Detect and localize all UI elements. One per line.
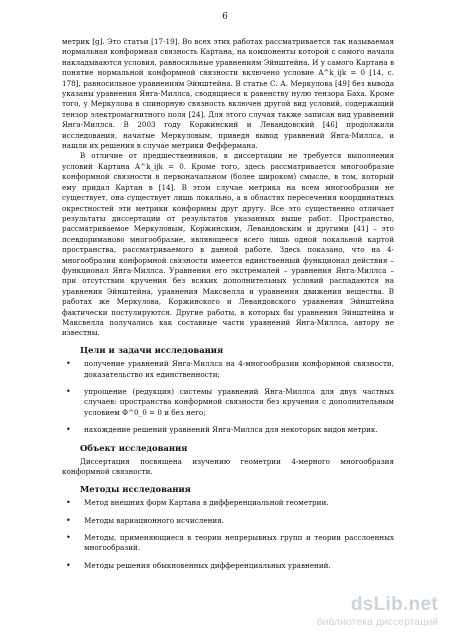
document-body (62, 37, 394, 578)
list-item (62, 516, 394, 526)
bullet-icon: • (66, 387, 71, 396)
list-item (62, 561, 394, 571)
watermark-logo: dsLib.net (350, 594, 438, 615)
list-item (62, 498, 394, 508)
bullet-icon: • (66, 425, 71, 435)
paragraph-differences: В отличие от предшественников, в диссертации не требуется выполнения условий Картана A^k_ijk = 0. Кроме того, здесь рассматривается многообразие конформной связности в первоначальном (более широком) смысле, в том, который ему придал Картан в [14]. В этом случае метрика на всем многообразии не существует, она существует лишь локально, а в областях пересечения координатных окрестностей эти метрики конформны друг другу. Все это существенно отличает результаты диссертации от результатов указанных выше работ. Пространство, рассматриваемое Меркуловым, Коржинским, Левандовским и другими [41] – это псевдориманово многообразие, являющееся всего лишь одной локальной картой пространства, рассматриваемого в данной работе. Здесь показано, что на 4-многообразии конформной связности имеется единственный функционал действия – функционал Янга-Миллса. Уравнения его экстремалей – уравнения Янга-Миллса – при отсутствии кручения без всяких дополнительных условий распадаются на уравнения Эйнштейна, уравнения Максвелла и уравнения движения вещества. В работах же Меркулова, Коржинского и Левандовского уравнения Эйнштейна фактически постулируются. Другие работы, в которых бы уравнения Эйнштейна и Максвелла получались как составные части уравнений Янга-Миллса, автору не известны. (62, 151, 394, 338)
methods-heading: Методы исследования (80, 483, 191, 494)
list-item (62, 533, 394, 554)
method-item-2: Методы вариационного исчисления. (84, 515, 224, 525)
goal-item-3: нахождение решений уравнений Янга-Миллса для некоторых видов метрик. (84, 425, 378, 435)
bullet-icon: • (66, 515, 71, 525)
goal-item-2: упрощение (редукция) системы уравнений Янга-Миллса для двух частных случаев: пространства конформной связности без кручения с дополнительным условием Φ^0_0 = 0 и без него; (84, 387, 394, 417)
object-heading: Объект исследования (80, 442, 188, 453)
list-item (62, 425, 394, 435)
dslib-watermark (288, 594, 438, 630)
method-item-3: Методы, применяющиеся в теории непрерывных групп и теории расслоенных многообразий. (84, 533, 394, 553)
list-item (62, 359, 394, 380)
method-item-1: Метод внешних форм Картана в дифференциальной геометрии. (84, 498, 329, 508)
goals-list (62, 359, 394, 435)
bullet-icon: • (66, 560, 71, 570)
method-item-4: Методы решения обыкновенных дифференциальных уравнений. (84, 560, 331, 570)
goals-heading: Цели и задачи исследования (80, 344, 224, 355)
bullet-icon: • (66, 359, 71, 369)
page-number: 6 (222, 12, 228, 22)
methods-list (62, 498, 394, 571)
object-text: Диссертация посвящена изучению геометрии 4-мерного многообразия конформной связности. (62, 457, 394, 477)
bullet-icon: • (66, 498, 71, 508)
paragraph-intro: метрик [g]. Это статьи [17-19]. Во всех этих работах рассматривается так называемая нормальная конформная связность Картана, на компоненты которой с самого начала накладываются условия, равносильные уравнениям Эйнштейна. И у самого Картана в понятие нормальной конформной связности включено условие A^k_ijk = 0 [14, с. 178], равносильное уравнениям Эйнштейна. В статье С. А. Меркулова [49] без вывода указаны уравнения Янга-Миллса, сводящиеся к равенству нулю тензора Баха. Кроме того, у Меркулова в спинорную связность включен другой вид условий, содержащий тензор электромагнитного поля [24]. Для этого случая также записан вид уравнений Янга-Миллса. В 2003 году Коржинский и Левандовский [46] продолжили исследования, начатые Меркуловым, приведя вывод уравнений Янга-Миллса, и нашли их решения в случае метрики Фефферманa. (62, 37, 394, 151)
bullet-icon: • (66, 533, 71, 543)
watermark-subtitle: библиотека диссертаций (316, 616, 438, 628)
goal-item-1: получение уравнений Янга-Миллса на 4-многообразии конформной связности, доказательство их единственности; (84, 359, 394, 379)
list-item (62, 387, 394, 418)
